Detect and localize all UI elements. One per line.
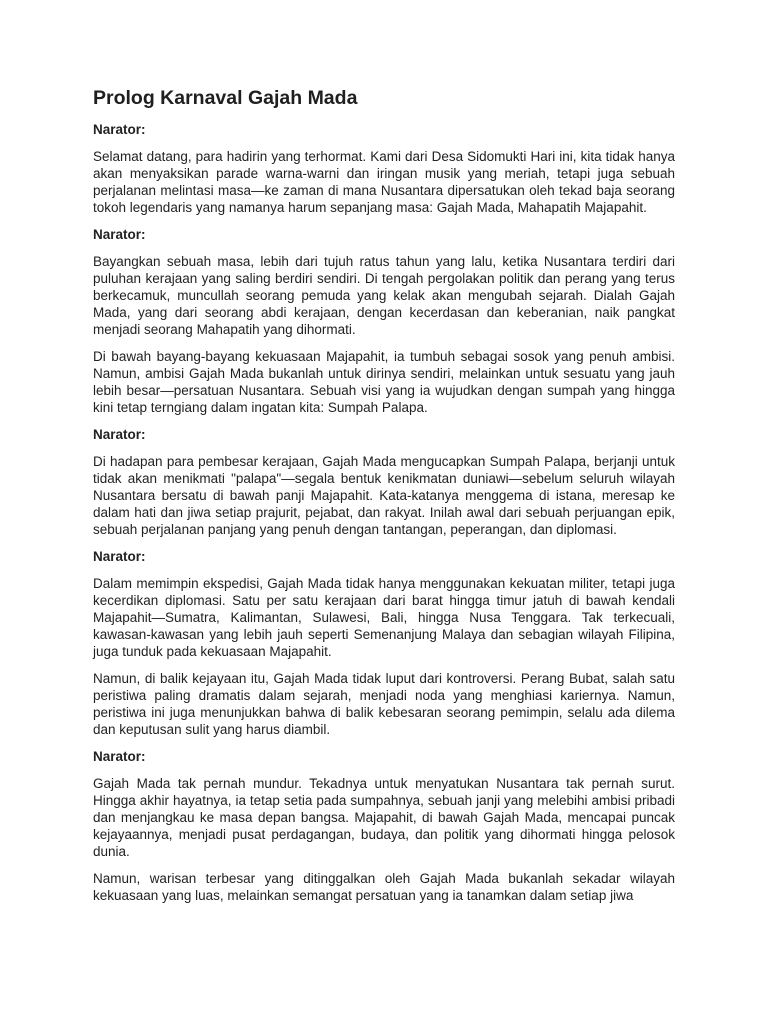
speaker-label: Narator:: [93, 749, 146, 764]
paragraph: Gajah Mada tak pernah mundur. Tekadnya untuk menyatukan Nusantara tak pernah surut. Hingga akhir hayatnya, ia tetap setia pada sumpahnya, sebuah janji yang melebihi ambisi pribadi dan menjangkau ke masa depan bangsa. Majapahit, di bawah Gajah Mada, mencapai puncak kejayaannya, menjadi pusat perdagangan, budaya, dan politik yang dihormati hingga pelosok dunia.: [93, 776, 675, 859]
document-page: [93, 86, 675, 914]
paragraph: Dalam memimpin ekspedisi, Gajah Mada tidak hanya menggunakan kekuatan militer, tetapi juga kecerdikan diplomasi. Satu per satu kerajaan dari barat hingga timur jatuh di bawah kendali Majapahit—Sumatra, Kalimantan, Sulawesi, Bali, hingga Nusa Tenggara. Tak terkecuali, kawasan-kawasan yang lebih jauh seperti Semenanjung Malaya dan sebagian wilayah Filipina, juga tunduk pada kekuasaan Majapahit.: [93, 576, 675, 659]
paragraph: Namun, di balik kejayaan itu, Gajah Mada tidak luput dari kontroversi. Perang Bubat, salah satu peristiwa paling dramatis dalam sejarah, menjadi noda yang menghiasi kariernya. Namun, peristiwa ini juga menunjukkan bahwa di balik kebesaran seorang pemimpin, selalu ada dilema dan keputusan sulit yang harus diambil.: [93, 671, 675, 737]
speaker-label: Narator:: [93, 427, 146, 442]
paragraph: Bayangkan sebuah masa, lebih dari tujuh ratus tahun yang lalu, ketika Nusantara terdiri dari puluhan kerajaan yang saling berdiri sendiri. Di tengah pergolakan politik dan perang yang terus berkecamuk, muncullah seorang pemuda yang kelak akan mengubah sejarah. Dialah Gajah Mada, yang dari seorang abdi kerajaan, dengan kecerdasan dan keberanian, naik pangkat menjadi seorang Mahapatih yang dihormati.: [93, 254, 675, 337]
paragraph: Di bawah bayang-bayang kekuasaan Majapahit, ia tumbuh sebagai sosok yang penuh ambisi. Namun, ambisi Gajah Mada bukanlah untuk dirinya sendiri, melainkan untuk sesuatu yang jauh lebih besar—persatuan Nusantara. Sebuah visi yang ia wujudkan dengan sumpah yang hingga kini tetap terngiang dalam ingatan kita: Sumpah Palapa.: [93, 349, 675, 415]
speaker-label: Narator:: [93, 122, 146, 137]
speaker-label: Narator:: [93, 227, 146, 242]
speaker-label: Narator:: [93, 549, 146, 564]
document-title: Prolog Karnaval Gajah Mada: [93, 87, 358, 109]
paragraph: Namun, warisan terbesar yang ditinggalkan oleh Gajah Mada bukanlah sekadar wilayah kekuasaan yang luas, melainkan semangat persatuan yang ia tanamkan dalam setiap jiwa: [93, 871, 675, 903]
paragraph: Di hadapan para pembesar kerajaan, Gajah Mada mengucapkan Sumpah Palapa, berjanji untuk tidak akan menikmati "palapa"—segala bentuk kenikmatan duniawi—sebelum seluruh wilayah Nusantara bersatu di bawah panji Majapahit. Kata-katanya menggema di istana, meresap ke dalam hati dan jiwa setiap prajurit, pejabat, dan rakyat. Inilah awal dari sebuah perjuangan epik, sebuah perjalanan panjang yang penuh dengan tantangan, peperangan, dan diplomasi.: [93, 454, 675, 537]
paragraph: Selamat datang, para hadirin yang terhormat. Kami dari Desa Sidomukti Hari ini, kita tidak hanya akan menyaksikan parade warna-warni dan iringan musik yang meriah, tetapi juga sebuah perjalanan melintasi masa—ke zaman di mana Nusantara dipersatukan oleh tekad baja seorang tokoh legendaris yang namanya harum sepanjang masa: Gajah Mada, Mahapatih Majapahit.: [93, 149, 675, 215]
